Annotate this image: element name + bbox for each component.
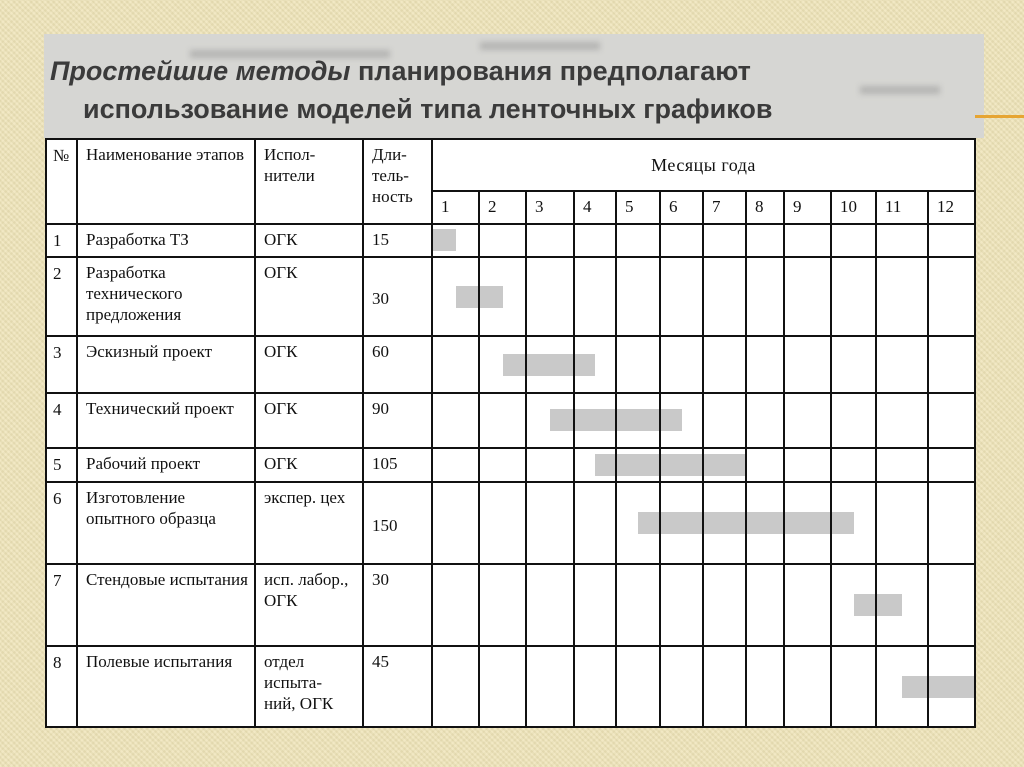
- gantt-bar-segment: [550, 409, 573, 431]
- month-cell: [526, 224, 574, 257]
- month-cell: [432, 646, 479, 727]
- gantt-bar-segment: [902, 676, 927, 698]
- header-stage-name: Наименование этапов: [77, 139, 255, 224]
- month-cell: [526, 336, 574, 392]
- task-name: Разработка технического предложения: [77, 257, 255, 337]
- month-cell: [746, 393, 784, 448]
- month-cell: [928, 646, 975, 727]
- month-cell: [660, 336, 703, 392]
- month-cell: [703, 257, 746, 337]
- title-line-2: использование моделей типа ленточных графиков: [83, 94, 773, 124]
- task-executors: ОГК: [255, 448, 363, 482]
- month-cell: [479, 482, 526, 564]
- gantt-chart: [45, 138, 974, 728]
- task-name: Эскизный проект: [77, 336, 255, 392]
- task-duration: 15: [363, 224, 432, 257]
- month-cell: [703, 224, 746, 257]
- month-header-cell: 3: [526, 191, 574, 223]
- month-cell: [703, 336, 746, 392]
- month-cell: [660, 257, 703, 337]
- gantt-bar-segment: [433, 229, 456, 251]
- task-row: [46, 257, 975, 337]
- title-italic-part: Простейшие методы: [50, 56, 351, 86]
- month-cell: [479, 564, 526, 647]
- month-header-cell: 4: [574, 191, 616, 223]
- header-executors: Испол- нители: [255, 139, 363, 224]
- month-cell: [831, 257, 876, 337]
- task-row: [46, 564, 975, 647]
- task-name: Разработка ТЗ: [77, 224, 255, 257]
- month-cell: [432, 393, 479, 448]
- task-row: [46, 336, 975, 392]
- header-months: Месяцы года: [432, 139, 975, 191]
- month-cell: [746, 257, 784, 337]
- header-duration: Дли- тель- ность: [363, 139, 432, 224]
- month-cell: [432, 224, 479, 257]
- month-cell: [784, 482, 831, 564]
- task-executors: экспер. цех: [255, 482, 363, 564]
- month-cell: [784, 336, 831, 392]
- task-number: 1: [46, 224, 77, 257]
- accent-line: [975, 115, 1024, 118]
- gantt-bar-segment: [638, 512, 659, 534]
- month-cell: [660, 224, 703, 257]
- month-cell: [479, 224, 526, 257]
- gantt-bar-segment: [480, 286, 503, 308]
- month-cell: [746, 336, 784, 392]
- title-regular-part: планирования предполагают: [350, 56, 751, 86]
- month-cell: [432, 257, 479, 337]
- task-name: Полевые испытания: [77, 646, 255, 727]
- task-row: [46, 224, 975, 257]
- month-cell: [876, 482, 928, 564]
- month-cell: [616, 393, 660, 448]
- task-executors: ОГК: [255, 257, 363, 337]
- month-cell: [746, 646, 784, 727]
- task-executors: ОГК: [255, 224, 363, 257]
- task-duration: 105: [363, 448, 432, 482]
- month-cell: [784, 393, 831, 448]
- gantt-bar-segment: [503, 354, 526, 376]
- task-name: Стендовые испытания: [77, 564, 255, 647]
- month-cell: [432, 564, 479, 647]
- gantt-bar-segment: [661, 512, 702, 534]
- decorative-blur: [480, 42, 600, 50]
- month-cell: [616, 646, 660, 727]
- month-cell: [479, 257, 526, 337]
- month-cell: [831, 564, 876, 647]
- task-duration: 45: [363, 646, 432, 727]
- gantt-bar-segment: [877, 594, 902, 616]
- gantt-bar-segment: [575, 409, 615, 431]
- month-header-cell: 7: [703, 191, 746, 223]
- month-cell: [660, 646, 703, 727]
- month-cell: [574, 448, 616, 482]
- month-cell: [784, 448, 831, 482]
- month-header-cell: 6: [660, 191, 703, 223]
- task-row: [46, 448, 975, 482]
- month-cell: [831, 393, 876, 448]
- gantt-bar-segment: [661, 454, 702, 476]
- task-duration: 90: [363, 393, 432, 448]
- month-cell: [616, 448, 660, 482]
- month-cell: [876, 393, 928, 448]
- month-header-cell: 11: [876, 191, 928, 223]
- month-cell: [831, 448, 876, 482]
- task-executors: исп. лабор., ОГК: [255, 564, 363, 647]
- month-cell: [479, 646, 526, 727]
- month-cell: [876, 224, 928, 257]
- month-cell: [574, 257, 616, 337]
- gantt-bar-segment: [929, 676, 974, 698]
- month-header-cell: 2: [479, 191, 526, 223]
- task-name: Рабочий проект: [77, 448, 255, 482]
- task-duration: 30: [363, 564, 432, 647]
- slide-title: [50, 52, 970, 128]
- month-cell: [746, 482, 784, 564]
- gantt-bar-segment: [527, 354, 573, 376]
- month-cell: [574, 482, 616, 564]
- gantt-bar-segment: [617, 409, 659, 431]
- month-cell: [479, 336, 526, 392]
- month-cell: [479, 393, 526, 448]
- task-number: 5: [46, 448, 77, 482]
- month-cell: [526, 646, 574, 727]
- month-cell: [831, 646, 876, 727]
- month-cell: [784, 224, 831, 257]
- task-row: [46, 393, 975, 448]
- month-cell: [746, 564, 784, 647]
- month-cell: [616, 336, 660, 392]
- month-cell: [928, 224, 975, 257]
- gantt-bar-segment: [661, 409, 682, 431]
- month-cell: [876, 564, 928, 647]
- month-header-cell: 1: [432, 191, 479, 223]
- month-cell: [876, 336, 928, 392]
- month-cell: [479, 448, 526, 482]
- month-cell: [876, 646, 928, 727]
- month-cell: [746, 224, 784, 257]
- gantt-bar-segment: [595, 454, 615, 476]
- task-duration: 150: [363, 482, 432, 564]
- gantt-bar-segment: [575, 354, 595, 376]
- month-cell: [928, 393, 975, 448]
- month-cell: [526, 257, 574, 337]
- gantt-bar-segment: [785, 512, 830, 534]
- header-number: №: [46, 139, 77, 224]
- month-cell: [660, 564, 703, 647]
- task-executors: ОГК: [255, 336, 363, 392]
- month-cell: [616, 482, 660, 564]
- month-header-cell: 10: [831, 191, 876, 223]
- month-cell: [928, 336, 975, 392]
- task-number: 6: [46, 482, 77, 564]
- month-cell: [616, 257, 660, 337]
- month-cell: [526, 482, 574, 564]
- month-header-cell: 12: [928, 191, 975, 223]
- month-header-cell: 5: [616, 191, 660, 223]
- month-cell: [784, 646, 831, 727]
- month-cell: [831, 336, 876, 392]
- task-name: Изготовление опытного образца: [77, 482, 255, 564]
- gantt-bar-segment: [854, 594, 876, 616]
- gantt-bar-segment: [456, 286, 479, 308]
- month-cell: [616, 224, 660, 257]
- month-cell: [928, 482, 975, 564]
- task-name: Технический проект: [77, 393, 255, 448]
- month-cell: [660, 393, 703, 448]
- gantt-bar-segment: [617, 454, 659, 476]
- month-cell: [432, 448, 479, 482]
- month-cell: [616, 564, 660, 647]
- task-number: 7: [46, 564, 77, 647]
- task-duration: 30: [363, 257, 432, 337]
- gantt-bar-segment: [747, 512, 783, 534]
- month-cell: [432, 482, 479, 564]
- month-header-cell: 8: [746, 191, 784, 223]
- month-cell: [746, 448, 784, 482]
- month-cell: [526, 448, 574, 482]
- gantt-bar-segment: [704, 512, 745, 534]
- month-cell: [784, 564, 831, 647]
- month-cell: [660, 448, 703, 482]
- task-row: [46, 482, 975, 564]
- task-duration: 60: [363, 336, 432, 392]
- gantt-bar-segment: [704, 454, 745, 476]
- month-cell: [831, 224, 876, 257]
- gantt-table: [45, 138, 976, 728]
- month-cell: [526, 393, 574, 448]
- task-executors: отдел испыта- ний, ОГК: [255, 646, 363, 727]
- month-cell: [928, 564, 975, 647]
- month-cell: [703, 564, 746, 647]
- month-cell: [574, 393, 616, 448]
- task-number: 3: [46, 336, 77, 392]
- month-cell: [574, 224, 616, 257]
- month-cell: [703, 393, 746, 448]
- task-number: 4: [46, 393, 77, 448]
- month-cell: [928, 257, 975, 337]
- month-cell: [703, 646, 746, 727]
- month-cell: [526, 564, 574, 647]
- month-cell: [876, 257, 928, 337]
- task-executors: ОГК: [255, 393, 363, 448]
- month-cell: [928, 448, 975, 482]
- month-cell: [574, 646, 616, 727]
- month-cell: [703, 448, 746, 482]
- month-cell: [831, 482, 876, 564]
- month-cell: [574, 336, 616, 392]
- month-cell: [876, 448, 928, 482]
- month-cell: [660, 482, 703, 564]
- task-number: 8: [46, 646, 77, 727]
- month-cell: [432, 336, 479, 392]
- task-row: [46, 646, 975, 727]
- month-cell: [574, 564, 616, 647]
- gantt-bar-segment: [832, 512, 854, 534]
- month-cell: [784, 257, 831, 337]
- month-header-cell: 9: [784, 191, 831, 223]
- task-number: 2: [46, 257, 77, 337]
- month-cell: [703, 482, 746, 564]
